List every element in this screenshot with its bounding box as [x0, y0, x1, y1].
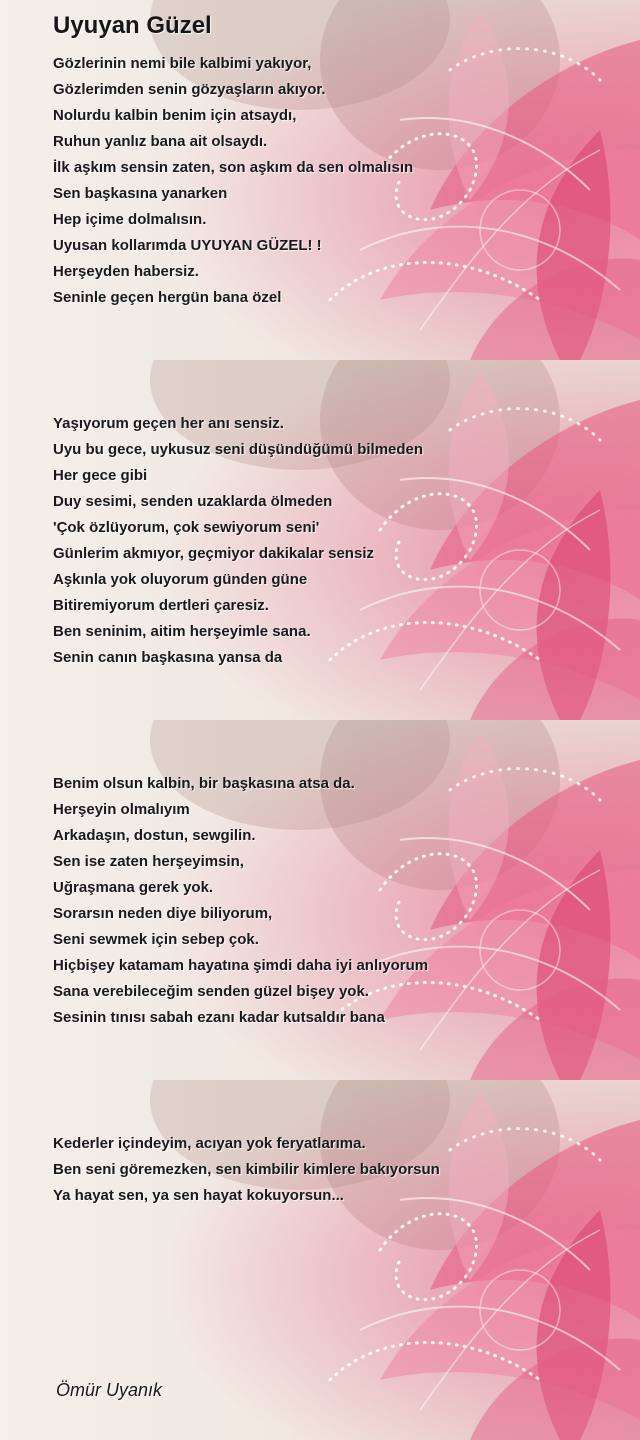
poem-line: İlk aşkım sensin zaten, son aşkım da sen olmalısın — [53, 159, 414, 176]
poem-line: Ya hayat sen, ya sen hayat kokuyorsun... — [53, 1187, 344, 1204]
poem-line: Arkadaşın, dostun, sewgilin. — [53, 827, 256, 844]
stanza-4 — [53, 1131, 440, 1209]
poem-line: Uyu bu gece, uykusuz seni düşündüğümü bilmeden — [53, 441, 424, 458]
poem-line: Yaşıyorum geçen her anı sensiz. — [53, 415, 284, 432]
poem-line: Duy sesimi, senden uzaklarda ölmeden — [53, 493, 333, 510]
poem-line: Ben seni göremezken, sen kimbilir kimlere bakıyorsun — [53, 1161, 440, 1178]
poem-line: Uğraşmana gerek yok. — [53, 879, 214, 896]
poem-line: Her gece gibi — [53, 467, 148, 484]
poem-line: Sana verebileceğim senden güzel bişey yok. — [53, 983, 369, 1000]
poem-line: Uyusan kollarımda UYUYAN GÜZEL! ! — [53, 237, 322, 254]
stanza-3 — [53, 771, 428, 1031]
poem-author: Ömür Uyanık — [56, 1380, 163, 1400]
poem-line: Gözlerimden senin gözyaşların akıyor. — [53, 81, 326, 98]
poem-line: Sen başkasına yanarken — [53, 185, 228, 202]
poem-line: Benim olsun kalbin, bir başkasına atsa da. — [53, 775, 355, 792]
poem-line: Sesinin tınısı sabah ezanı kadar kutsaldır bana — [53, 1009, 385, 1026]
poem-line: Nolurdu kalbin benim için atsaydı, — [53, 107, 297, 124]
poem-line: Seni sewmek için sebep çok. — [53, 931, 259, 948]
poem-line: Senin canın başkasına yansa da — [53, 649, 283, 666]
poem-line: Hiçbişey katamam hayatına şimdi daha iyi anlıyorum — [53, 957, 429, 974]
poem-line: Günlerim akmıyor, geçmiyor dakikalar sensiz — [53, 545, 374, 562]
poem-line: Hep içime dolmalısın. — [53, 211, 207, 228]
poem-line: Bitiremiyorum dertleri çaresiz. — [53, 597, 269, 614]
stanza-2 — [53, 411, 423, 671]
poem-line: Sorarsın neden diye biliyorum, — [53, 905, 273, 922]
stanza-1 — [53, 51, 413, 311]
poem-line: Ben seninim, aitim herşeyimle sana. — [53, 623, 311, 640]
poem-title: Uyuyan Güzel — [53, 12, 212, 39]
poem-line: Seninle geçen hergün bana özel — [53, 289, 282, 306]
poem-line: Herşeyden habersiz. — [53, 263, 199, 280]
poem-line: Kederler içindeyim, acıyan yok feryatlarıma. — [53, 1135, 366, 1152]
poem-line: 'Çok özlüyorum, çok sewiyorum seni' — [53, 519, 320, 536]
poem-line: Sen ise zaten herşeyimsin, — [53, 853, 244, 870]
poem-line: Aşkınla yok oluyorum günden güne — [53, 571, 308, 588]
poem-line: Ruhun yanlız bana ait olsaydı. — [53, 133, 268, 150]
poem-line: Gözlerinin nemi bile kalbimi yakıyor, — [53, 55, 312, 72]
poem-line: Herşeyin olmalıyım — [53, 801, 190, 818]
